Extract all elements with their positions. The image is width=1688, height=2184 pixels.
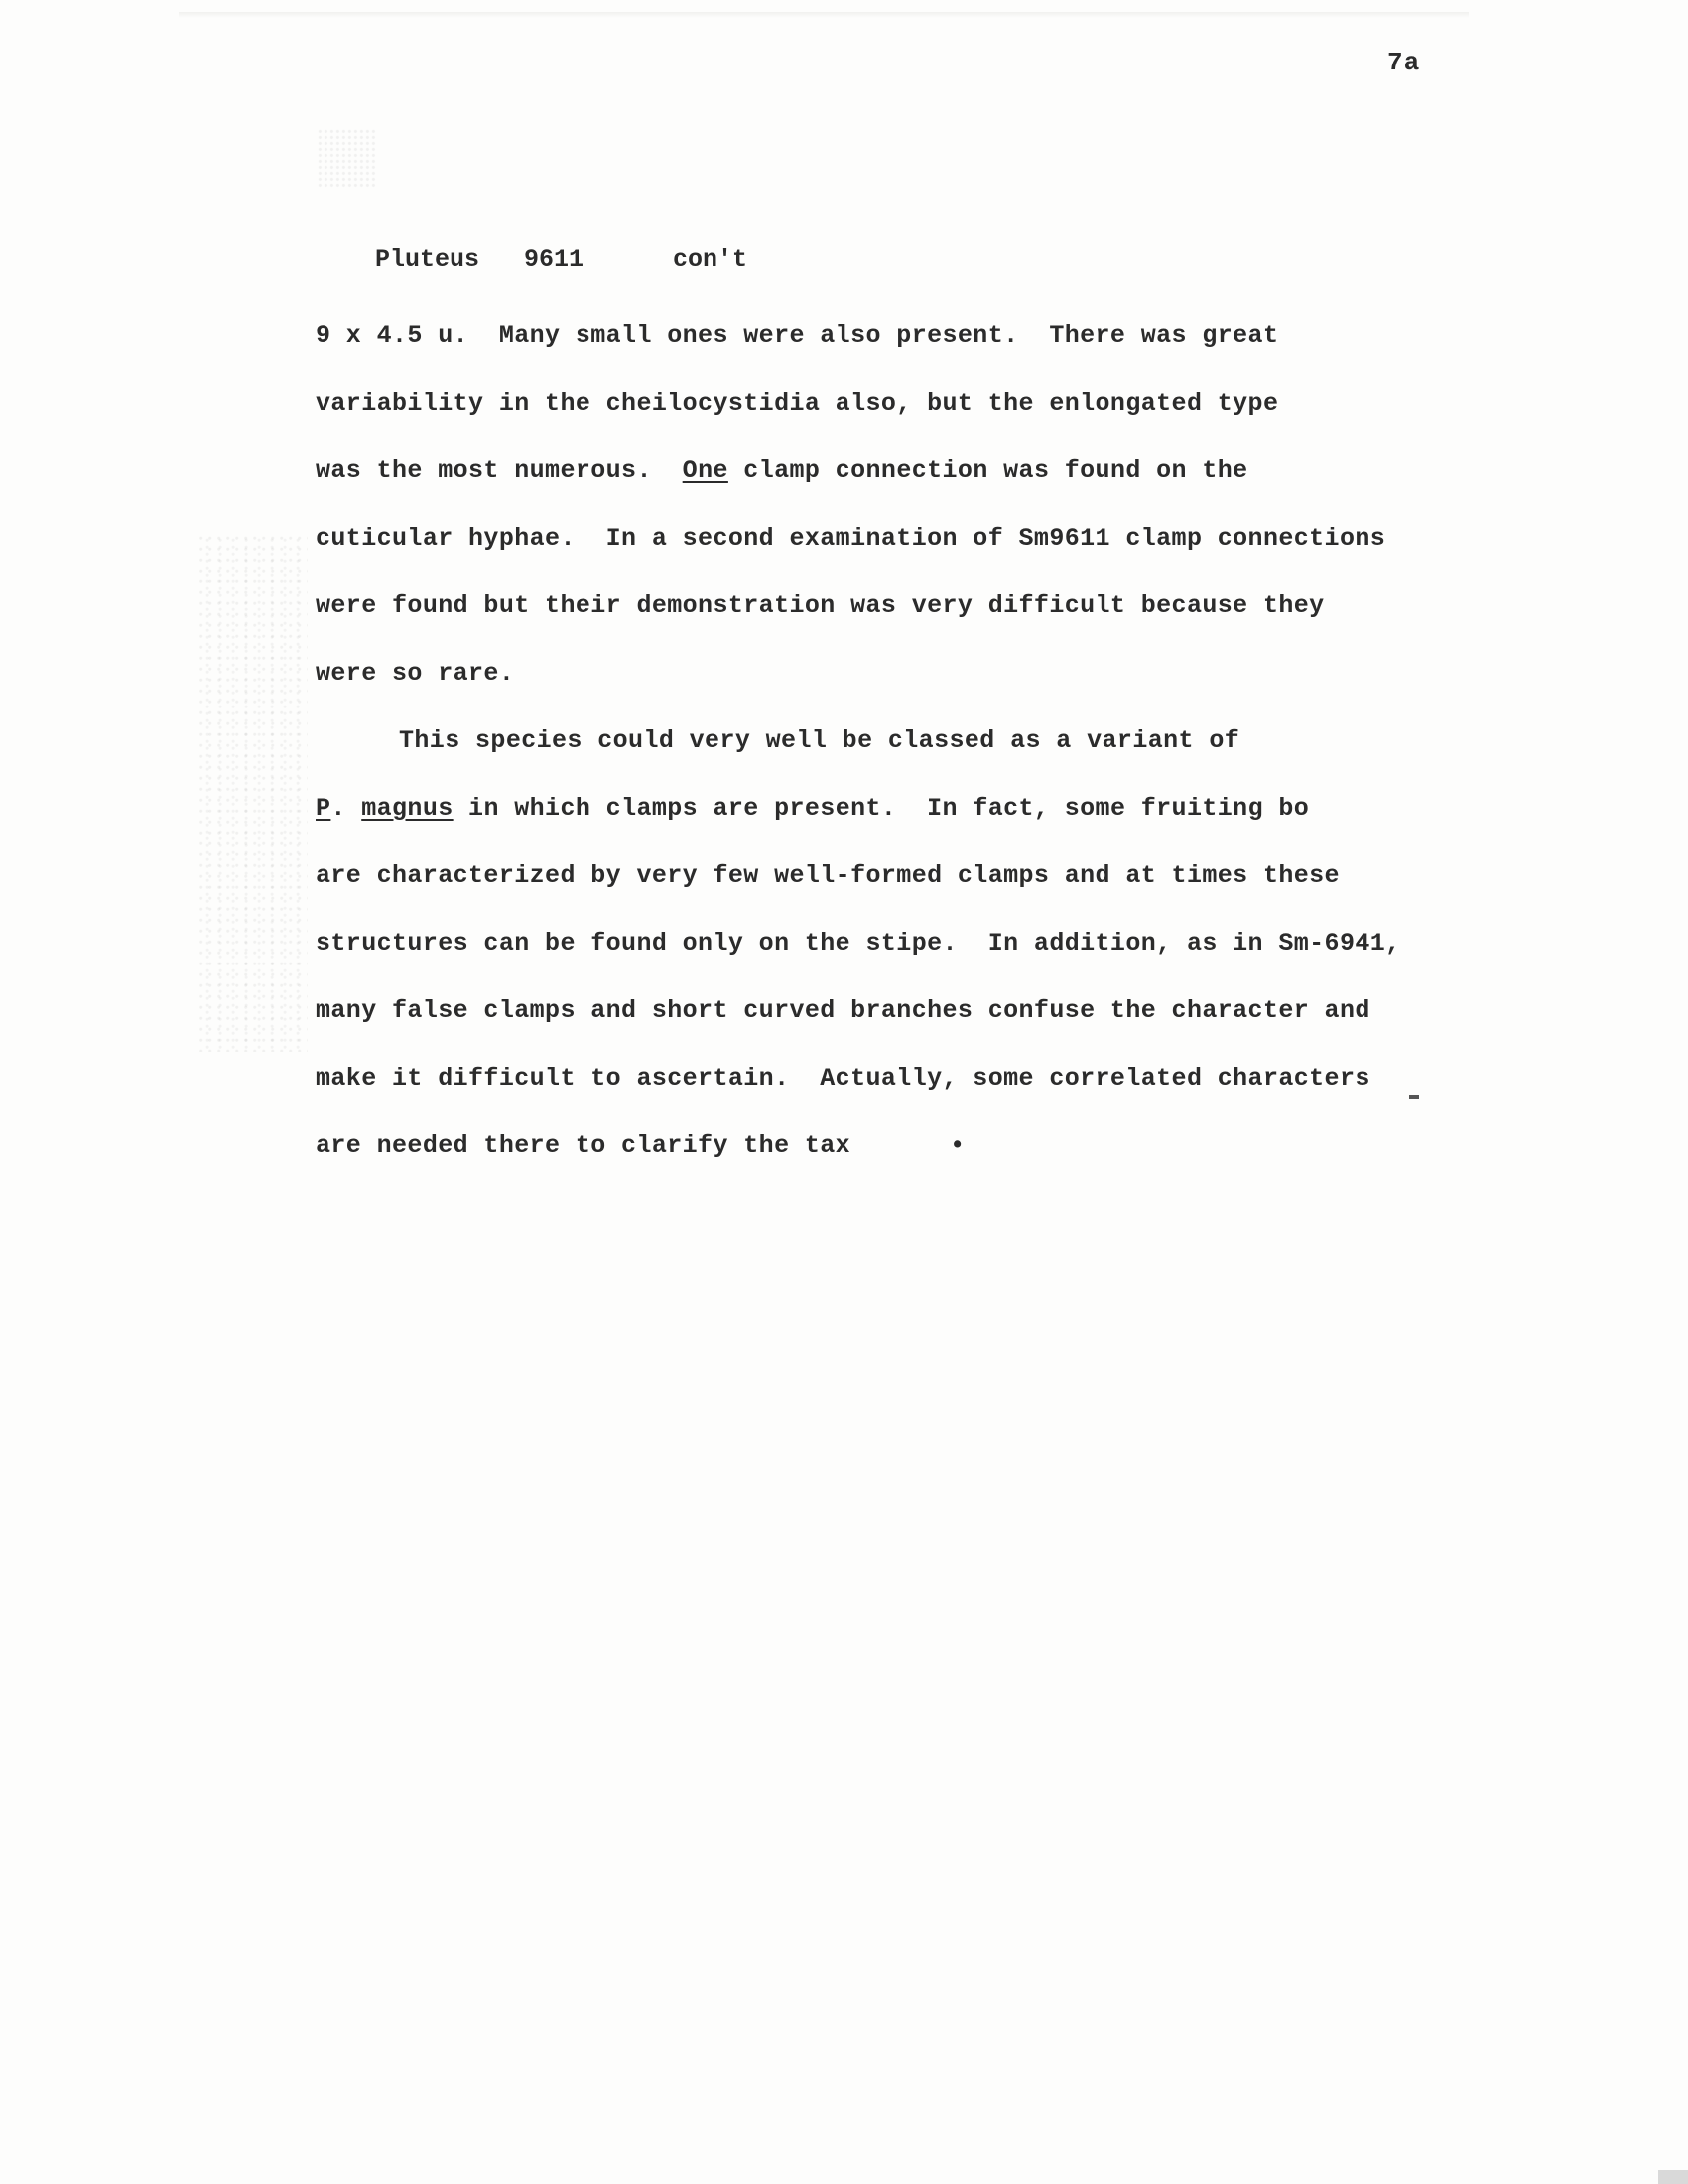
line-text: cuticular hyphae. In a second examination of Sm9611 clamp connections — [316, 524, 1386, 553]
underlined-text: One — [682, 456, 728, 485]
stray-mark — [1409, 1095, 1419, 1099]
line-text: variability in the cheilocystidia also, but the enlongated type — [316, 389, 1279, 418]
text-line — [316, 640, 1506, 707]
page-number: 7a — [1387, 48, 1421, 77]
trailing-dot: • — [950, 1131, 966, 1160]
line-text: make it difficult to ascertain. Actually, some correlated characters — [316, 1064, 1370, 1092]
text-line — [316, 1112, 1506, 1180]
underlined-text: P — [316, 794, 331, 823]
scan-edge — [179, 12, 1469, 18]
header-genus: Pluteus — [375, 245, 480, 274]
line-text: . — [330, 794, 362, 823]
header-continued: con't — [673, 245, 748, 274]
document-header — [316, 216, 747, 303]
line-text: was the most numerous. — [316, 456, 683, 485]
text-line — [316, 370, 1506, 438]
line-text: This species could very well be classed as a variant of — [399, 726, 1240, 755]
text-line — [316, 303, 1506, 370]
scan-corner — [1658, 2170, 1688, 2184]
text-line — [316, 910, 1506, 977]
line-text: were so rare. — [316, 659, 515, 688]
line-text: in which clamps are present. In fact, some fruiting bo — [453, 794, 1310, 823]
text-line — [316, 977, 1506, 1045]
text-line — [316, 573, 1506, 640]
line-text: many false clamps and short curved branches confuse the character and — [316, 996, 1370, 1025]
scan-smudge — [318, 129, 377, 189]
body-text — [316, 303, 1506, 1180]
scan-speckle — [198, 536, 308, 1052]
header-number: 9611 — [524, 245, 584, 274]
line-text: structures can be found only on the stipe. In addition, as in Sm-6941, — [316, 929, 1401, 958]
text-line — [316, 775, 1506, 842]
text-line — [316, 505, 1506, 573]
line-text: 9 x 4.5 u. Many small ones were also present. There was great — [316, 321, 1279, 350]
text-line — [316, 842, 1506, 910]
text-line — [316, 707, 1506, 775]
line-text: were found but their demonstration was very difficult because they — [316, 591, 1325, 620]
line-text: clamp connection was found on the — [727, 456, 1248, 485]
text-line — [316, 438, 1506, 505]
text-line — [316, 1045, 1506, 1112]
underlined-text: magnus — [361, 794, 454, 823]
line-text: are needed there to clarify the tax — [316, 1131, 851, 1160]
line-text: are characterized by very few well-formed clamps and at times these — [316, 861, 1340, 890]
